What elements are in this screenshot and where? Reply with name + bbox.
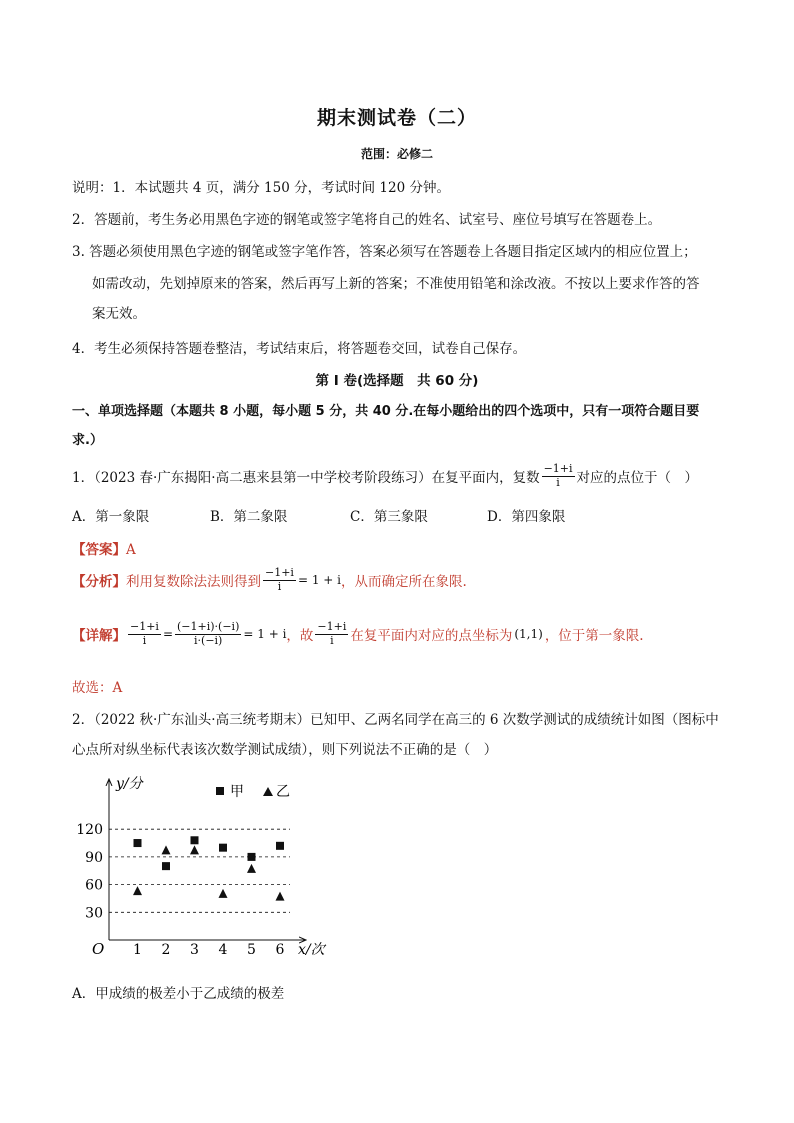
instruction-3a: 3. 答题必须使用黑色字迹的钢笔或签字笔作答，答案必须写在答题卷上各题目指定区域内的相应位置上； xyxy=(72,244,697,260)
choice-line xyxy=(72,676,122,696)
y-tick-label: 90 xyxy=(85,849,103,866)
instruction-3c: 案无效。 xyxy=(92,306,146,322)
point-jia xyxy=(276,842,284,850)
page-title: 期末测试卷（二） xyxy=(316,107,477,129)
instruction-1: 说明：1．本试题共 4 页，满分 150 分，考试时间 120 分钟。 xyxy=(72,180,450,196)
question-1-suffix: 对应的点位于（ ） xyxy=(576,470,699,486)
y-tick-label: 120 xyxy=(76,822,103,839)
point-yi xyxy=(190,845,199,854)
point-yi xyxy=(219,889,228,898)
point-jia xyxy=(191,836,199,844)
option-c: C．第三象限 xyxy=(350,509,428,525)
detail-end: ，位于第一象限. xyxy=(544,628,644,644)
analysis-fraction: $\frac{-1+i}{i}$ xyxy=(265,565,294,593)
y-tick-label: 30 xyxy=(85,905,103,922)
x-tick-label: 6 xyxy=(275,942,285,958)
origin-label: O xyxy=(92,940,105,958)
detail-fraction-1: $\frac{-1+i}{i}$ xyxy=(130,619,159,647)
analysis-prefix: 利用复数除法法则得到 xyxy=(126,574,261,590)
choice-value: A xyxy=(112,680,123,696)
analysis-tag: 【分析】 xyxy=(72,574,126,590)
answer-line xyxy=(72,538,136,558)
question-1-stem xyxy=(72,459,698,493)
point-yi xyxy=(162,845,171,854)
x-axis-label: x/次 xyxy=(298,942,325,958)
option-b: B．第二象限 xyxy=(210,509,288,525)
y-axis-label: y/分 xyxy=(116,776,143,792)
y-tick-label: 60 xyxy=(85,877,103,894)
part-1-heading: 一、单项选择题（本题共 8 小题，每小题 5 分，共 40 分.在每小题给出的四个选项中，只有一项符合题目要 xyxy=(72,404,700,419)
detail-mid: ，故 xyxy=(286,628,314,644)
question-2-stem: 2．（2022 秋·广东汕头·高三统考期末）已知甲、乙两名同学在高三的 6 次数学测试的成绩统计如图（图标中 xyxy=(72,712,719,728)
instruction-3b: 如需改动，先划掉原来的答案，然后再写上新的答案；不准使用铅笔和涂改液。不按以上要求作答的答 xyxy=(92,276,700,292)
x-tick-label: 5 xyxy=(247,942,256,958)
analysis-line xyxy=(72,562,467,598)
option-d: D．第四象限 xyxy=(487,509,566,525)
detail-eq: = 1 + i xyxy=(243,627,287,641)
legend-triangle-marker xyxy=(263,787,273,796)
legend-jia: 甲 xyxy=(230,784,244,800)
analysis-eq: = 1 + i xyxy=(297,573,341,587)
answer-value: A xyxy=(126,542,136,558)
detail-suffix: 在复平面内对应的点坐标为 xyxy=(350,628,513,644)
point-jia xyxy=(219,844,227,852)
question-2-option-a: A．甲成绩的极差小于乙成绩的极差 xyxy=(72,986,285,1002)
point-yi xyxy=(276,892,285,901)
part-1-heading-cont: 求.） xyxy=(72,433,103,448)
question-2-stem-cont: 心点所对纵坐标代表该次数学测试成绩），则下列说法不正确的是（ ） xyxy=(72,742,498,758)
x-tick-label: 3 xyxy=(190,942,199,958)
point-yi xyxy=(247,864,256,873)
x-tick-label: 4 xyxy=(218,942,228,958)
choice-label: 故选： xyxy=(72,680,113,696)
legend-yi: 乙 xyxy=(276,784,290,800)
detail-line: 【详解】 $\frac{-1+i}{i}$ = $\frac{(-1+i)\cdot(-i)}{i\cdot(-i)}$ = 1 + i ，故 $\frac{-1+i}{i}$ 在复平面内对应的点坐标为 (1,1) ，位于第一象限. xyxy=(72,619,644,647)
question-1-prefix: 1．（2023 春·广东揭阳·高二惠来县第一中学校考阶段练习）在复平面内，复数 xyxy=(72,470,540,486)
section-heading: 第 I 卷(选择题 共 60 分) xyxy=(315,373,479,389)
instruction-4: 4．考生必须保持答题卷整洁，考试结束后，将答题卷交回，试卷自己保存。 xyxy=(72,341,527,357)
option-a: A．第一象限 xyxy=(72,509,150,525)
detail-fraction-2: $\frac{(-1+i)\cdot(-i)}{i\cdot(-i)}$ xyxy=(177,619,240,647)
point-jia xyxy=(248,853,256,861)
detail-tag: 【详解】 xyxy=(72,628,126,644)
point-yi xyxy=(133,886,142,895)
detail-fraction-3: $\frac{-1+i}{i}$ xyxy=(317,619,347,647)
legend-square-marker xyxy=(216,787,224,795)
point-jia xyxy=(134,839,142,847)
score-scatter-chart xyxy=(72,768,352,960)
answer-tag: 【答案】 xyxy=(72,542,126,558)
instruction-2: 2．答题前，考生务必用黑色字迹的钢笔或签字笔将自己的姓名、试室号、座位号填写在答题卷上。 xyxy=(72,212,662,228)
analysis-suffix: ，从而确定所在象限. xyxy=(340,574,467,590)
fraction-complex: $\frac{-1+i}{i}$ xyxy=(543,461,573,489)
scope-label: 范围：必修二 xyxy=(360,147,433,161)
point-jia xyxy=(162,862,170,870)
x-tick-label: 1 xyxy=(133,942,142,958)
detail-point: (1,1) xyxy=(514,627,543,641)
x-tick-label: 2 xyxy=(161,942,171,958)
